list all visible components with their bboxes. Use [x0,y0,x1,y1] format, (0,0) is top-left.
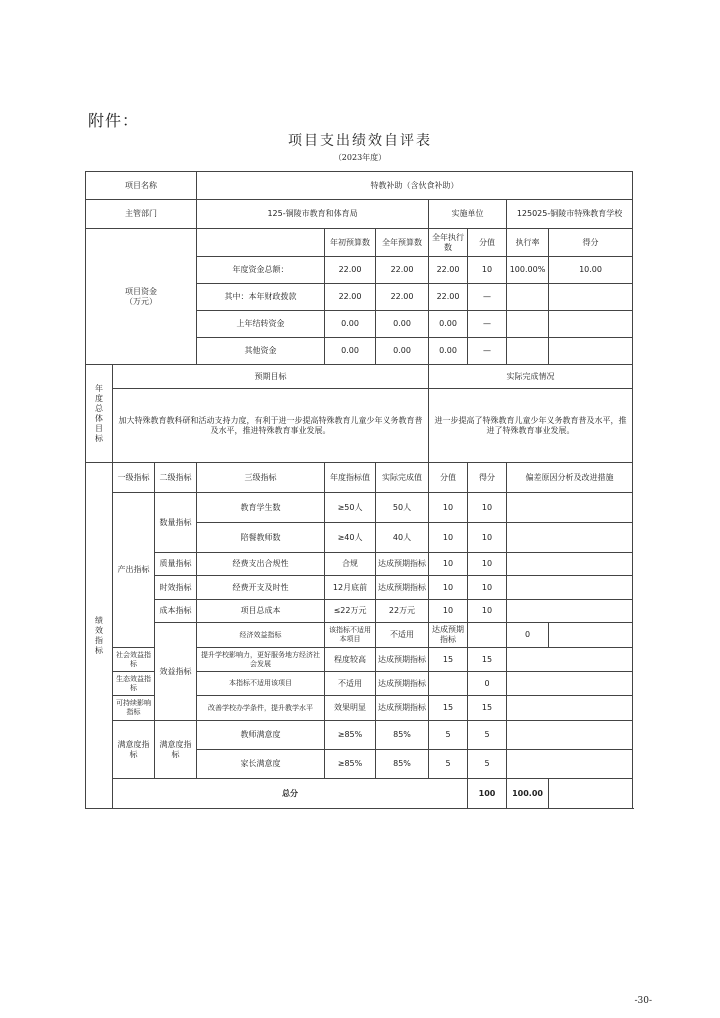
actual-cell: 40人 [376,523,429,553]
actual-goal-text: 进一步提高了特殊教育儿童少年义务教育普及水平，推进了特殊教育事业发展。 [429,389,633,463]
funds-row-annual: 0.00 [376,311,429,338]
actual-cell: 达成预期指标 [376,696,429,721]
score-cell: 10 [468,576,507,600]
department-row [86,200,633,229]
funds-row-name: 其中：本年财政拨款 [197,284,325,311]
funds-header-row [86,229,633,257]
funds-row-score-value: — [468,284,507,311]
score-value-cell: 10 [429,553,468,576]
score-value-cell: 5 [429,750,468,779]
level2-economic: 经济效益指标 [197,623,325,648]
actual-cell: 达成预期指标 [376,648,429,672]
header-analysis: 偏差原因分析及改进措施 [507,463,633,493]
level1-benefit: 效益指标 [155,623,197,721]
analysis-cell [507,576,633,600]
level3-cell: 陪餐教师数 [197,523,325,553]
funds-row-executed: 22.00 [429,257,468,284]
level3-cell: 经费支出合规性 [197,553,325,576]
level2-social: 社会效益指标 [113,648,155,672]
funds-row-rate [507,284,549,311]
level3-cell: 家长满意度 [197,750,325,779]
funds-row-name: 其他资金 [197,338,325,365]
funds-row-annual: 22.00 [376,284,429,311]
target-cell: 合规 [325,553,376,576]
analysis-cell [549,623,633,648]
target-cell: 不适用 [325,672,376,696]
score-cell: 0 [507,623,549,648]
target-cell: ≥40人 [325,523,376,553]
attachment-label: 附件： [88,111,140,130]
funds-row-name: 年度资金总额： [197,257,325,284]
level3-cell: 该指标不适用本项目 [325,623,376,648]
level2-quantity: 数量指标 [155,493,197,553]
funds-row-initial: 0.00 [325,338,376,365]
actual-cell: 达成预期指标 [376,553,429,576]
score-value-cell: 10 [429,493,468,523]
goals-label [86,365,113,463]
score-value-cell: 10 [429,523,468,553]
funds-row-initial: 22.00 [325,284,376,311]
score-cell: 5 [468,750,507,779]
level1-output: 产出指标 [113,493,155,648]
funds-row-rate: 100.00% [507,257,549,284]
score-cell: 10 [468,600,507,623]
header-target: 年度指标值 [325,463,376,493]
total-analysis [549,779,633,809]
funds-row-executed: 22.00 [429,284,468,311]
level3-cell: 教师满意度 [197,721,325,750]
analysis-cell [507,553,633,576]
score-cell: 15 [468,696,507,721]
goals-content-row [86,389,633,463]
funds-header-score: 得分 [549,229,633,257]
header-score-value: 分值 [429,463,468,493]
funds-header-annual: 全年预算数 [376,229,429,257]
score-cell: 10 [468,493,507,523]
evaluation-table [85,171,633,809]
level2-quality: 质量指标 [155,553,197,576]
level3-cell: 教育学生数 [197,493,325,523]
unit-label: 实施单位 [429,200,507,229]
funds-row-score-value: 10 [468,257,507,284]
indicator-row [86,576,633,600]
actual-goal-header: 实际完成情况 [429,365,633,389]
analysis-cell [507,493,633,523]
goals-label-text: 年度总体目标 [94,383,103,443]
analysis-cell [507,648,633,672]
header-level1: 一级指标 [113,463,155,493]
indicator-row [86,721,633,750]
funds-label-line1: 项目资金 [125,286,157,296]
indicators-label-text: 绩效指标 [94,615,103,655]
target-cell: 12月底前 [325,576,376,600]
project-name-row [86,172,633,200]
total-row [86,779,633,809]
funds-row-initial: 22.00 [325,257,376,284]
funds-header-rate: 执行率 [507,229,549,257]
target-cell: ≥85% [325,721,376,750]
funds-row-score-value: — [468,338,507,365]
score-value-cell: 15 [429,648,468,672]
target-cell: ≥50人 [325,493,376,523]
header-level2: 二级指标 [155,463,197,493]
header-level3: 三级指标 [197,463,325,493]
funds-row-score [549,311,633,338]
indicator-row [86,493,633,523]
indicator-row [86,553,633,576]
level3-cell: 经费开支及时性 [197,576,325,600]
target-cell: 程度较高 [325,648,376,672]
score-cell: 0 [468,672,507,696]
header-actual: 实际完成值 [376,463,429,493]
total-score-value: 100 [468,779,507,809]
funds-row-rate [507,338,549,365]
score-value-cell: 5 [429,721,468,750]
funds-label-line2: （万元） [125,296,157,306]
actual-cell: 85% [376,721,429,750]
score-value-cell: 15 [429,696,468,721]
actual-cell: 22万元 [376,600,429,623]
level2-ecological: 生态效益指标 [113,672,155,696]
header-score: 得分 [468,463,507,493]
score-value-cell: 10 [429,576,468,600]
target-cell: 不适用 [376,623,429,648]
total-score: 100.00 [507,779,549,809]
target-cell: ≤22万元 [325,600,376,623]
funds-header-executed: 全年执行数 [429,229,468,257]
funds-row-score [549,338,633,365]
score-cell: 5 [468,721,507,750]
form-subtitle: （2023年度） [333,153,387,162]
analysis-cell [507,721,633,750]
actual-cell: 85% [376,750,429,779]
funds-row-rate [507,311,549,338]
goals-header-row [86,365,633,389]
score-cell: 10 [468,553,507,576]
funds-row-annual: 0.00 [376,338,429,365]
analysis-cell [507,523,633,553]
analysis-cell [507,600,633,623]
actual-cell: 达成预期指标 [376,576,429,600]
analysis-cell [507,672,633,696]
page-number: -30- [634,996,652,1006]
funds-row-executed: 0.00 [429,338,468,365]
level3-cell: 改善学校办学条件，提升教学水平 [197,696,325,721]
expected-goal-header: 预期目标 [113,365,429,389]
actual-cell: 50人 [376,493,429,523]
funds-row-executed: 0.00 [429,311,468,338]
funds-header-initial: 年初预算数 [325,229,376,257]
expected-goal-text: 加大特殊教育教科研和活动支持力度，有利于进一步提高特殊教育儿童少年义务教育普及水平，推进特殊教育事业发展。 [113,389,429,463]
funds-label [86,229,197,365]
level3-cell: 项目总成本 [197,600,325,623]
level2-timeliness: 时效指标 [155,576,197,600]
indicator-row [86,623,633,648]
level1-satisfaction: 满意度指标 [113,721,155,779]
score-value-cell: 10 [429,600,468,623]
analysis-cell [507,696,633,721]
funds-row-initial: 0.00 [325,311,376,338]
funds-row-name: 上年结转资金 [197,311,325,338]
level3-cell: 本指标不适用该项目 [197,672,325,696]
funds-header-score-value: 分值 [468,229,507,257]
unit-value: 125025-铜陵市特殊教育学校 [507,200,633,229]
total-label: 总分 [113,779,468,809]
score-cell: 15 [468,648,507,672]
funds-row-score [549,284,633,311]
score-value-cell [429,672,468,696]
department-label: 主管部门 [86,200,197,229]
funds-blank-header [197,229,325,257]
actual-cell: 达成预期指标 [376,672,429,696]
indicators-label [86,463,113,809]
indicator-row [86,600,633,623]
score-cell: 10 [468,523,507,553]
funds-row-annual: 22.00 [376,257,429,284]
project-name-label: 项目名称 [86,172,197,200]
department-value: 125-铜陵市教育和体育局 [197,200,429,229]
actual-cell: 达成预期指标 [429,623,468,648]
target-cell: ≥85% [325,750,376,779]
project-name-value: 特教补助（含伙食补助） [197,172,633,200]
funds-row-score: 10.00 [549,257,633,284]
level2-satisfaction: 满意度指标 [155,721,197,779]
level2-cost: 成本指标 [155,600,197,623]
level2-sustainable: 可持续影响指标 [113,696,155,721]
form-title: 项目支出绩效自评表 [288,133,432,149]
score-value-cell [468,623,507,648]
level3-cell: 提升学校影响力，更好服务地方经济社会发展 [197,648,325,672]
target-cell: 效果明显 [325,696,376,721]
analysis-cell [507,750,633,779]
indicator-header-row [86,463,633,493]
funds-row-score-value: — [468,311,507,338]
